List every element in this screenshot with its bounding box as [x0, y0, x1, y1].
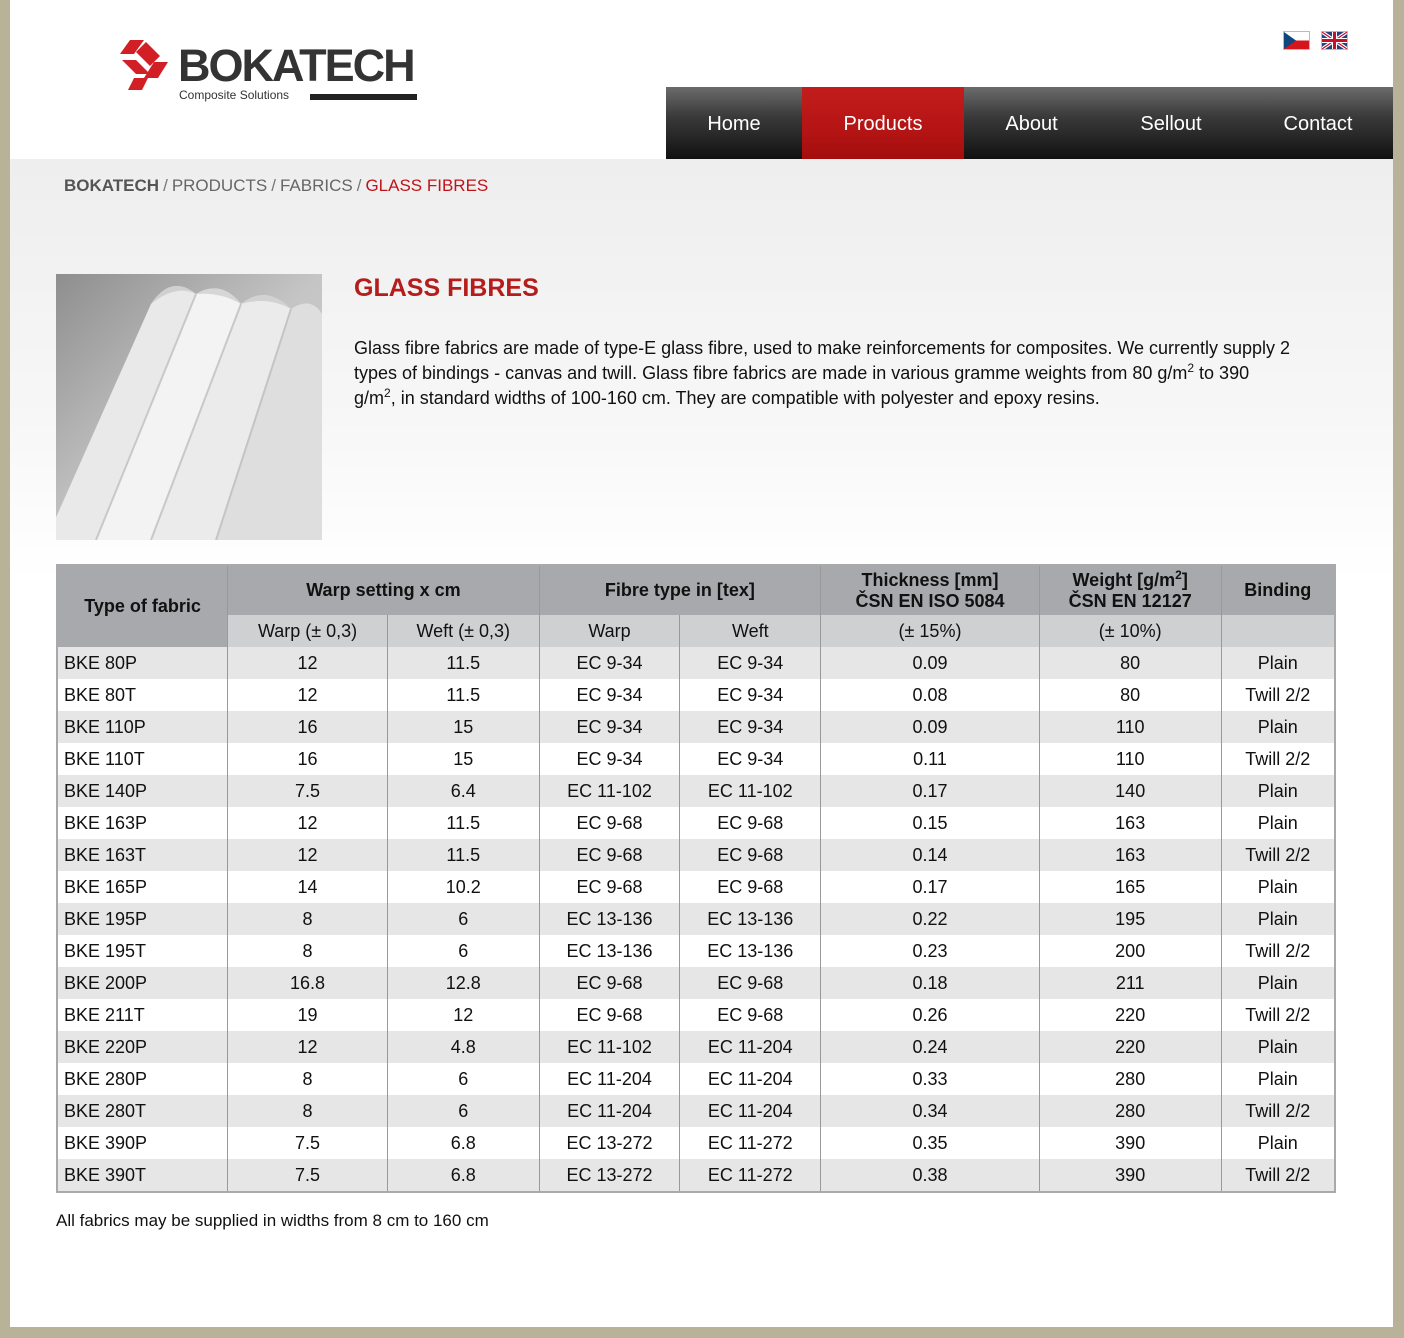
cell-binding: Plain — [1221, 775, 1335, 807]
cell-warp: 8 — [228, 935, 388, 967]
brand-logo[interactable] — [120, 36, 420, 106]
cell-weft: 6 — [387, 1095, 539, 1127]
cell-weight: 220 — [1039, 999, 1221, 1031]
cell-fibre-weft: EC 9-34 — [680, 679, 821, 711]
cell-fibre-weft: EC 9-34 — [680, 743, 821, 775]
cell-fibre-warp: EC 9-34 — [539, 743, 680, 775]
cell-fibre-warp: EC 9-34 — [539, 679, 680, 711]
cell-binding: Plain — [1221, 1031, 1335, 1063]
subheader-weight-tolerance: (± 10%) — [1039, 615, 1221, 647]
cell-type: BKE 163T — [57, 839, 228, 871]
cell-fibre-weft: EC 9-68 — [680, 999, 821, 1031]
subheader-warp: Warp (± 0,3) — [228, 615, 388, 647]
cell-type: BKE 110P — [57, 711, 228, 743]
table-row — [57, 871, 1335, 903]
cell-thickness: 0.08 — [821, 679, 1040, 711]
breadcrumb-separator: / — [163, 176, 168, 195]
cell-fibre-weft: EC 13-136 — [680, 935, 821, 967]
cell-thickness: 0.17 — [821, 871, 1040, 903]
cell-fibre-warp: EC 11-102 — [539, 775, 680, 807]
cell-binding: Plain — [1221, 967, 1335, 999]
cell-weight: 390 — [1039, 1127, 1221, 1159]
cell-type: BKE 80T — [57, 679, 228, 711]
table-row — [57, 935, 1335, 967]
cell-thickness: 0.15 — [821, 807, 1040, 839]
description-text: to 390 g/m — [354, 363, 1250, 408]
weight-label: Weight [g/m — [1072, 569, 1176, 590]
cell-thickness: 0.35 — [821, 1127, 1040, 1159]
cell-warp: 16 — [228, 743, 388, 775]
cell-warp: 12 — [228, 807, 388, 839]
cell-fibre-warp: EC 9-68 — [539, 967, 680, 999]
cell-warp: 7.5 — [228, 1127, 388, 1159]
cell-warp: 8 — [228, 1063, 388, 1095]
nav-item-home[interactable]: Home — [707, 113, 761, 135]
cell-weight: 163 — [1039, 839, 1221, 871]
thickness-label: Thickness [mm] — [861, 569, 999, 590]
col-header-type: Type of fabric — [57, 565, 228, 647]
cell-warp: 19 — [228, 999, 388, 1031]
cell-fibre-weft: EC 9-68 — [680, 871, 821, 903]
glass-fibre-rolls-image — [56, 274, 322, 540]
table-row — [57, 711, 1335, 743]
subheader-binding-empty — [1221, 615, 1335, 647]
cell-fibre-warp: EC 13-136 — [539, 935, 680, 967]
cell-fibre-warp: EC 9-34 — [539, 711, 680, 743]
description-text: , in standard widths of 100-160 cm. They are compatible with polyester and epoxy resins. — [390, 388, 1100, 408]
cell-binding: Plain — [1221, 1063, 1335, 1095]
subheader-fibre-warp: Warp — [539, 615, 680, 647]
cell-binding: Plain — [1221, 903, 1335, 935]
thickness-standard: ČSN EN ISO 5084 — [855, 590, 1005, 611]
table-row — [57, 999, 1335, 1031]
product-description — [354, 336, 1294, 411]
cell-fibre-warp: EC 9-34 — [539, 647, 680, 679]
cell-type: BKE 211T — [57, 999, 228, 1031]
cell-warp: 7.5 — [228, 1159, 388, 1192]
col-header-warp-setting: Warp setting x cm — [228, 565, 539, 615]
cell-weight: 211 — [1039, 967, 1221, 999]
cell-weft: 10.2 — [387, 871, 539, 903]
superscript: 2 — [1187, 361, 1195, 375]
description-text: Glass fibre fabrics are made of type-E glass fibre, used to make reinforcements for composites. We currently supply 2 types of bindings - canvas and twill. Glass fibre fabrics are made in various gramme weights from 80 g/m — [354, 338, 1291, 383]
table-row — [57, 647, 1335, 679]
footnote: All fabrics may be supplied in widths from 8 cm to 160 cm — [56, 1211, 489, 1230]
cell-weight: 80 — [1039, 647, 1221, 679]
nav-item-about[interactable]: About — [1005, 113, 1058, 135]
subheader-thickness-tolerance: (± 15%) — [821, 615, 1040, 647]
table-row — [57, 743, 1335, 775]
cell-binding: Twill 2/2 — [1221, 839, 1335, 871]
cell-fibre-warp: EC 9-68 — [539, 999, 680, 1031]
cell-fibre-weft: EC 11-204 — [680, 1031, 821, 1063]
cell-weft: 11.5 — [387, 839, 539, 871]
cell-fibre-warp: EC 13-136 — [539, 903, 680, 935]
cell-type: BKE 110T — [57, 743, 228, 775]
cell-fibre-weft: EC 11-204 — [680, 1063, 821, 1095]
cell-fibre-weft: EC 11-204 — [680, 1095, 821, 1127]
cell-type: BKE 165P — [57, 871, 228, 903]
cell-type: BKE 390P — [57, 1127, 228, 1159]
cell-warp: 16.8 — [228, 967, 388, 999]
cell-type: BKE 163P — [57, 807, 228, 839]
brand-name: BOKATECH — [178, 40, 414, 91]
page — [10, 0, 1393, 1327]
cell-fibre-warp: EC 11-204 — [539, 1063, 680, 1095]
table-row — [57, 1159, 1335, 1192]
cell-weft: 15 — [387, 743, 539, 775]
cell-type: BKE 200P — [57, 967, 228, 999]
subheader-fibre-weft: Weft — [680, 615, 821, 647]
cell-thickness: 0.17 — [821, 775, 1040, 807]
cell-weight: 220 — [1039, 1031, 1221, 1063]
cell-binding: Twill 2/2 — [1221, 743, 1335, 775]
cell-weft: 6 — [387, 1063, 539, 1095]
cell-binding: Twill 2/2 — [1221, 679, 1335, 711]
table-row — [57, 1127, 1335, 1159]
cell-weft: 15 — [387, 711, 539, 743]
breadcrumb-current: GLASS FIBRES — [365, 176, 489, 195]
weight-standard: ČSN EN 12127 — [1068, 590, 1192, 611]
cell-weft: 6.8 — [387, 1159, 539, 1192]
cell-binding: Twill 2/2 — [1221, 1095, 1335, 1127]
cell-binding: Plain — [1221, 807, 1335, 839]
main-navigation — [666, 87, 1393, 159]
table-row — [57, 679, 1335, 711]
bokatech-logo-mark-icon — [120, 38, 172, 90]
cell-type: BKE 195T — [57, 935, 228, 967]
cell-warp: 7.5 — [228, 775, 388, 807]
cell-weight: 280 — [1039, 1063, 1221, 1095]
cell-thickness: 0.18 — [821, 967, 1040, 999]
table-row — [57, 967, 1335, 999]
cell-binding: Twill 2/2 — [1221, 935, 1335, 967]
cell-fibre-weft: EC 9-34 — [680, 647, 821, 679]
cell-fibre-warp: EC 11-102 — [539, 1031, 680, 1063]
cell-warp: 12 — [228, 839, 388, 871]
cell-fibre-warp: EC 9-68 — [539, 807, 680, 839]
cell-fibre-weft: EC 11-272 — [680, 1159, 821, 1192]
table-row — [57, 903, 1335, 935]
cell-weft: 6 — [387, 903, 539, 935]
cell-fibre-warp: EC 9-68 — [539, 871, 680, 903]
breadcrumb-fabrics-link[interactable]: FABRICS — [279, 176, 353, 195]
cell-type: BKE 280P — [57, 1063, 228, 1095]
cell-fibre-warp: EC 13-272 — [539, 1159, 680, 1192]
cell-weft: 11.5 — [387, 807, 539, 839]
uk-flag-icon[interactable] — [1322, 32, 1347, 49]
breadcrumb-separator: / — [271, 176, 276, 195]
brand-underline — [310, 94, 417, 100]
cell-weft: 12 — [387, 999, 539, 1031]
cell-weight: 110 — [1039, 743, 1221, 775]
subheader-weft: Weft (± 0,3) — [387, 615, 539, 647]
cell-thickness: 0.09 — [821, 647, 1040, 679]
cell-binding: Twill 2/2 — [1221, 1159, 1335, 1192]
cell-type: BKE 80P — [57, 647, 228, 679]
cell-weft: 12.8 — [387, 967, 539, 999]
cell-weight: 80 — [1039, 679, 1221, 711]
cell-weight: 165 — [1039, 871, 1221, 903]
cell-thickness: 0.09 — [821, 711, 1040, 743]
cell-warp: 12 — [228, 647, 388, 679]
superscript: 2 — [384, 386, 391, 400]
breadcrumb-home-link[interactable]: BOKATECH — [64, 176, 160, 195]
cell-binding: Plain — [1221, 647, 1335, 679]
cell-fibre-weft: EC 11-272 — [680, 1127, 821, 1159]
weight-label-end: ] — [1181, 569, 1188, 590]
cell-thickness: 0.24 — [821, 1031, 1040, 1063]
col-header-weight — [1039, 565, 1221, 615]
cell-fibre-weft: EC 13-136 — [680, 903, 821, 935]
cell-weft: 11.5 — [387, 679, 539, 711]
cell-thickness: 0.34 — [821, 1095, 1040, 1127]
cell-type: BKE 280T — [57, 1095, 228, 1127]
brand-tagline: Composite Solutions — [179, 88, 290, 102]
cell-binding: Plain — [1221, 871, 1335, 903]
cell-fibre-weft: EC 9-34 — [680, 711, 821, 743]
cell-binding: Plain — [1221, 1127, 1335, 1159]
col-header-thickness — [821, 565, 1040, 615]
table-row — [57, 1063, 1335, 1095]
table-body — [57, 647, 1335, 1192]
cell-weight: 280 — [1039, 1095, 1221, 1127]
cell-weight: 163 — [1039, 807, 1221, 839]
cell-weight: 390 — [1039, 1159, 1221, 1192]
cell-warp: 8 — [228, 903, 388, 935]
cell-fibre-weft: EC 9-68 — [680, 807, 821, 839]
nav-item-contact[interactable]: Contact — [1283, 113, 1353, 135]
cell-fibre-weft: EC 9-68 — [680, 839, 821, 871]
nav-item-products[interactable]: Products — [802, 87, 964, 159]
superscript: 2 — [1175, 567, 1182, 582]
cell-weft: 4.8 — [387, 1031, 539, 1063]
col-header-binding: Binding — [1221, 565, 1335, 615]
table-row — [57, 775, 1335, 807]
cell-weight: 110 — [1039, 711, 1221, 743]
cell-thickness: 0.22 — [821, 903, 1040, 935]
cell-warp: 12 — [228, 1031, 388, 1063]
cell-fibre-weft: EC 9-68 — [680, 967, 821, 999]
cell-thickness: 0.23 — [821, 935, 1040, 967]
cell-binding: Twill 2/2 — [1221, 999, 1335, 1031]
cell-weight: 195 — [1039, 903, 1221, 935]
table-row — [57, 839, 1335, 871]
breadcrumb — [64, 176, 488, 196]
cell-weft: 6.8 — [387, 1127, 539, 1159]
cell-type: BKE 390T — [57, 1159, 228, 1192]
cell-weight: 200 — [1039, 935, 1221, 967]
cell-weft: 11.5 — [387, 647, 539, 679]
breadcrumb-separator: / — [356, 176, 362, 195]
cell-thickness: 0.38 — [821, 1159, 1040, 1192]
cell-fibre-warp: EC 11-204 — [539, 1095, 680, 1127]
cell-type: BKE 195P — [57, 903, 228, 935]
cell-weft: 6 — [387, 935, 539, 967]
cell-type: BKE 140P — [57, 775, 228, 807]
cell-weft: 6.4 — [387, 775, 539, 807]
breadcrumb-products-link[interactable]: PRODUCTS — [171, 176, 268, 195]
nav-item-sellout[interactable]: Sellout — [1140, 113, 1202, 135]
fabric-spec-table — [56, 564, 1336, 1193]
col-header-fibre-type: Fibre type in [tex] — [539, 565, 821, 615]
cell-thickness: 0.33 — [821, 1063, 1040, 1095]
cell-weight: 140 — [1039, 775, 1221, 807]
table-row — [57, 807, 1335, 839]
cell-warp: 14 — [228, 871, 388, 903]
cell-fibre-weft: EC 11-102 — [680, 775, 821, 807]
cell-type: BKE 220P — [57, 1031, 228, 1063]
cell-thickness: 0.14 — [821, 839, 1040, 871]
cell-warp: 8 — [228, 1095, 388, 1127]
czech-flag-icon[interactable] — [1284, 32, 1309, 49]
cell-binding: Plain — [1221, 711, 1335, 743]
cell-warp: 12 — [228, 679, 388, 711]
page-title: GLASS FIBRES — [354, 274, 539, 302]
cell-thickness: 0.11 — [821, 743, 1040, 775]
site-header — [10, 0, 1393, 159]
cell-warp: 16 — [228, 711, 388, 743]
table-row — [57, 1095, 1335, 1127]
cell-thickness: 0.26 — [821, 999, 1040, 1031]
cell-fibre-warp: EC 13-272 — [539, 1127, 680, 1159]
table-row — [57, 1031, 1335, 1063]
cell-fibre-warp: EC 9-68 — [539, 839, 680, 871]
